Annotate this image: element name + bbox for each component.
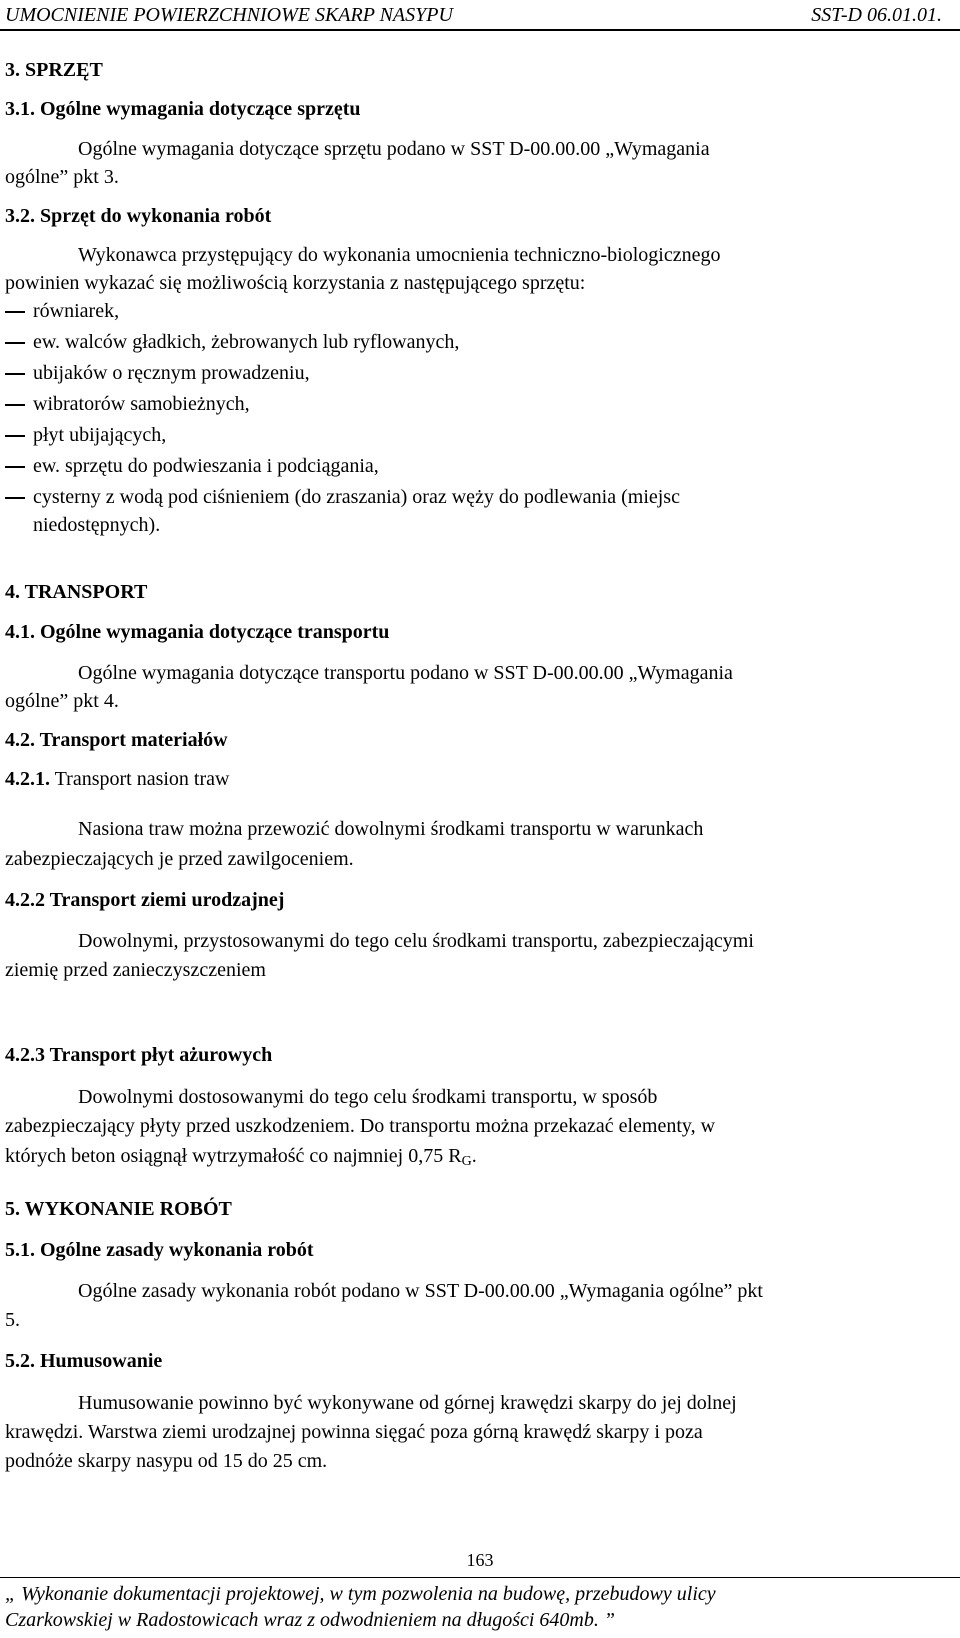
section-3-1-text-2: ogólne” pkt 3.	[5, 166, 119, 188]
section-5-1-heading: 5.1. Ogólne zasady wykonania robót	[5, 1239, 314, 1261]
header-rule	[0, 29, 960, 31]
section-4-2-2-text-2: ziemię przed zanieczyszczeniem	[5, 959, 266, 981]
section-4-1-text-2: ogólne” pkt 4.	[5, 690, 119, 712]
dash-bullet	[5, 311, 25, 313]
section-3-2-heading: 3.2. Sprzęt do wykonania robót	[5, 205, 272, 227]
header-spec-code: SST-D 06.01.01.	[811, 4, 942, 26]
section-5-2-text-2: krawędzi. Warstwa ziemi urodzajnej powinna sięgać poza górną krawędź skarpy i poza	[5, 1421, 703, 1443]
section-3-2-text-1: Wykonawca przystępujący do wykonania umocnienia techniczno-biologicznego	[78, 244, 721, 266]
section-3-heading: 3. SPRZĘT	[5, 59, 103, 81]
section-4-2-2-text-1: Dowolnymi, przystosowanymi do tego celu środkami transportu, zabezpieczającymi	[78, 930, 754, 952]
list-item-continuation: niedostępnych).	[33, 514, 161, 536]
section-4-2-1-number: 4.2.1.	[5, 768, 50, 790]
list-item-text: ew. walców gładkich, żebrowanych lub ryflowanych,	[33, 331, 460, 353]
section-4-2-2-heading: 4.2.2 Transport ziemi urodzajnej	[5, 889, 285, 911]
section-4-2-3-text-3-end: .	[471, 1145, 477, 1167]
section-4-1-heading: 4.1. Ogólne wymagania dotyczące transportu	[5, 621, 390, 643]
section-5-2-text-1: Humusowanie powinno być wykonywane od górnej krawędzi skarpy do jej dolnej	[78, 1392, 737, 1414]
dash-bullet	[5, 373, 25, 375]
section-4-2-1-text-1: Nasiona traw można przewozić dowolnymi środkami transportu w warunkach	[78, 818, 704, 840]
list-item-text: cysterny z wodą pod ciśnieniem (do zraszania) oraz węży do podlewania (miejsc	[33, 486, 680, 508]
list-item-text: ew. sprzętu do podwieszania i podciągania,	[33, 455, 379, 477]
section-4-2-1-heading	[5, 767, 229, 791]
section-4-2-3-text-2: zabezpieczający płyty przed uszkodzeniem. Do transportu można przekazać elementy, w	[5, 1115, 716, 1137]
list-item-text: równiarek,	[33, 300, 120, 322]
page-number: 163	[466, 1550, 494, 1570]
section-5-2-text-3: podnóże skarpy nasypu od 15 do 25 cm.	[5, 1450, 328, 1472]
section-4-2-3-text-3	[5, 1144, 477, 1174]
page-header	[0, 0, 960, 28]
section-5-heading: 5. WYKONANIE ROBÓT	[5, 1198, 232, 1220]
dash-bullet	[5, 435, 25, 437]
list-item-text: ubijaków o ręcznym prowadzeniu,	[33, 362, 310, 384]
list-item-text: wibratorów samobieżnych,	[33, 393, 250, 415]
list-item-text: płyt ubijających,	[33, 424, 167, 446]
section-4-2-1-text-2: zabezpieczających je przed zawilgoceniem.	[5, 848, 354, 870]
section-3-2-text-2: powinien wykazać się możliwością korzystania z następującego sprzętu:	[5, 272, 586, 294]
footer-rule	[0, 1577, 960, 1578]
footer-line-2: Czarkowskiej w Radostowicach wraz z odwodnieniem na długości 640mb. ”	[5, 1609, 615, 1631]
section-3-1-text-1: Ogólne wymagania dotyczące sprzętu podano w SST D-00.00.00 „Wymagania	[78, 138, 710, 160]
section-5-1-text-1: Ogólne zasady wykonania robót podano w SST D-00.00.00 „Wymagania ogólne” pkt	[78, 1280, 763, 1302]
dash-bullet	[5, 497, 25, 499]
dash-bullet	[5, 342, 25, 344]
section-5-2-heading: 5.2. Humusowanie	[5, 1350, 163, 1372]
dash-bullet	[5, 404, 25, 406]
section-4-1-text-1: Ogólne wymagania dotyczące transportu podano w SST D-00.00.00 „Wymagania	[78, 662, 733, 684]
dash-bullet	[5, 466, 25, 468]
section-4-2-3-text-3-main: których beton osiągnął wytrzymałość co najmniej 0,75 R	[5, 1145, 462, 1167]
header-title: UMOCNIENIE POWIERZCHNIOWE SKARP NASYPU	[5, 4, 453, 26]
section-4-2-3-heading: 4.2.3 Transport płyt ażurowych	[5, 1044, 273, 1066]
section-4-2-3-text-1: Dowolnymi dostosowanymi do tego celu środkami transportu, w sposób	[78, 1086, 658, 1108]
section-4-2-heading: 4.2. Transport materiałów	[5, 729, 228, 751]
section-4-2-1-title: Transport nasion traw	[50, 768, 230, 790]
section-3-1-heading: 3.1. Ogólne wymagania dotyczące sprzętu	[5, 98, 361, 120]
subscript-g: G	[461, 1154, 472, 1169]
section-5-1-text-2: 5.	[5, 1309, 20, 1331]
section-4-heading: 4. TRANSPORT	[5, 581, 148, 603]
footer-line-1: „ Wykonanie dokumentacji projektowej, w tym pozwolenia na budowę, przebudowy ulicy	[5, 1583, 716, 1605]
